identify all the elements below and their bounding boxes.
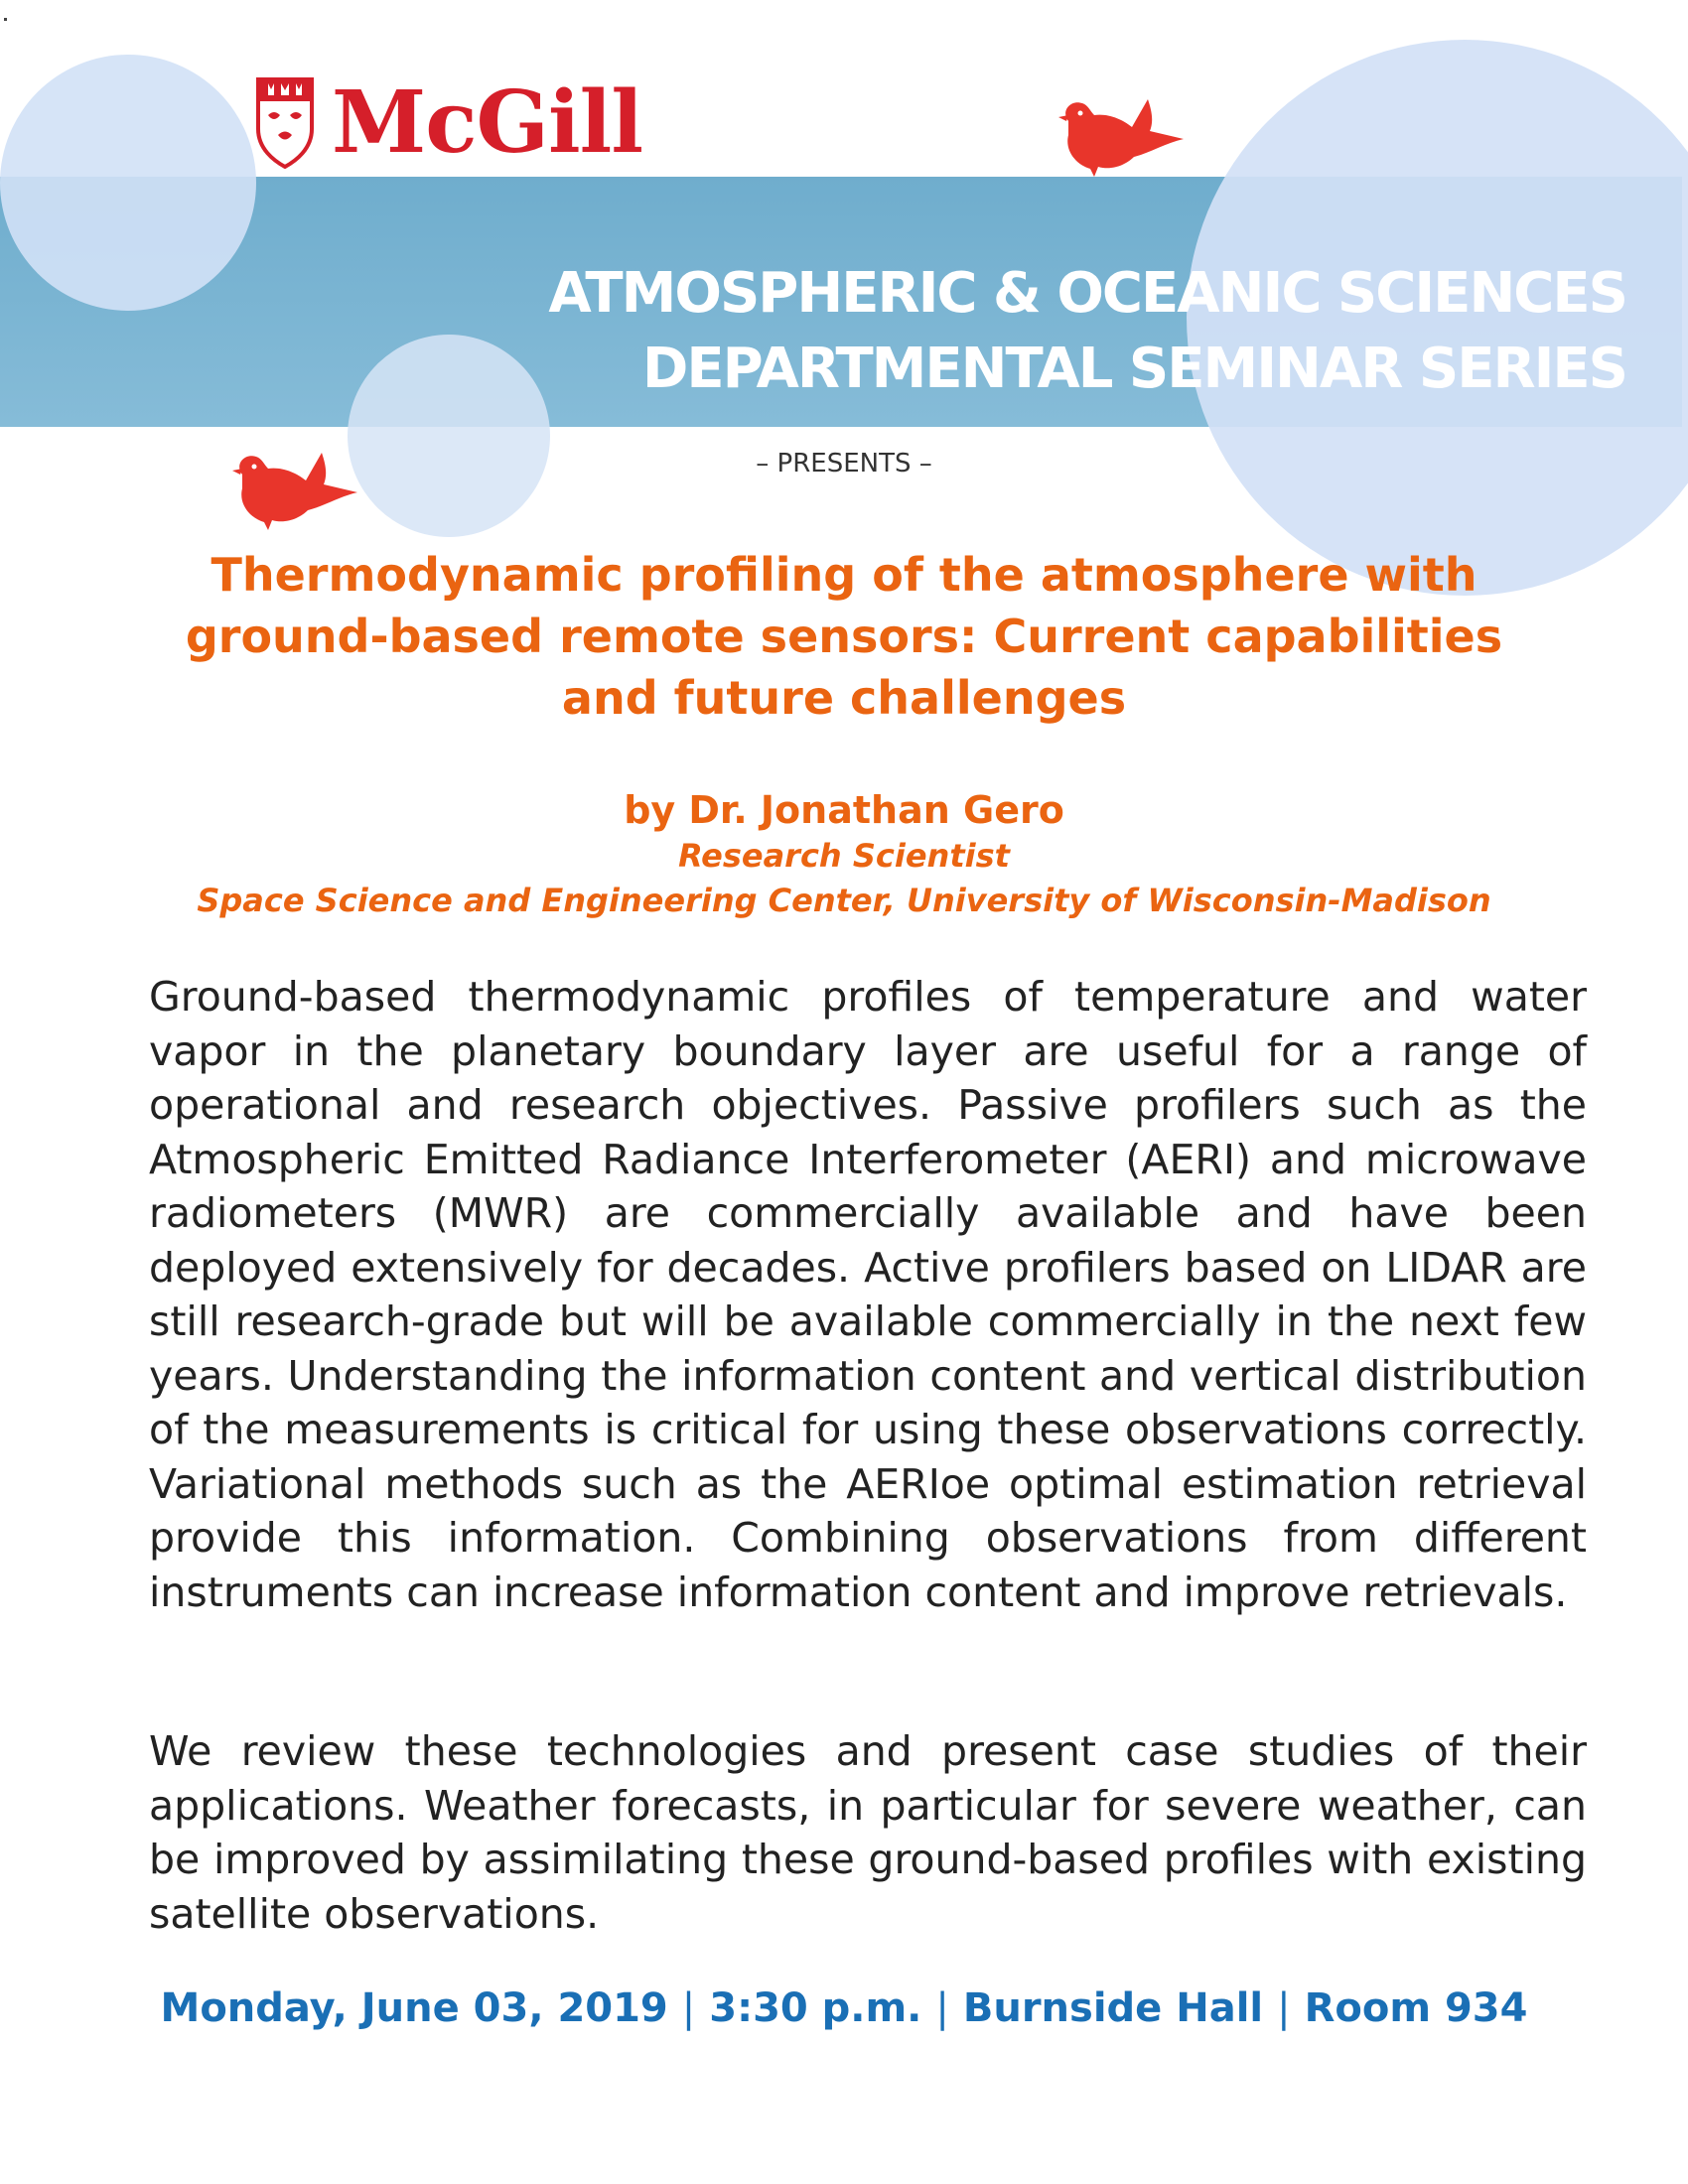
banner-line-2: DEPARTMENTAL SEMINAR SERIES [641, 337, 1626, 401]
event-building: Burnside Hall [962, 1985, 1264, 2031]
mcgill-crest-icon [256, 77, 314, 169]
red-bird-icon [1051, 91, 1190, 177]
separator: | [1277, 1985, 1291, 2031]
abstract-paragraph-1: Ground-based thermodynamic profiles of temperature and water vapor in the planetary boundary layer are useful for a range of operational and research objectives. Passive profilers such as the Atmospheric Emitted Radiance Interferometer (AERI) and microwave radiometers (MWR) are commercially available and have been deployed extensively for decades. Active profilers based on LIDAR are still research-grade but will be available commercially in the next few years. Understanding the information content and vertical distribution of the measurements is critical for using these observations correctly. Variational methods such as the AERIoe optimal estimation retrieval provide this information. Combining observations from different instruments can increase information content and improve retrievals. [149, 973, 1587, 1616]
speaker-role: Research Scientist [678, 837, 1010, 875]
mcgill-wordmark: McGill [332, 72, 643, 173]
talk-title: Thermodynamic profiling of the atmosphere with ground-based remote sensors: Current capabilities and future challenges [185, 548, 1503, 725]
stray-dot [4, 18, 7, 21]
separator: | [681, 1985, 696, 2031]
banner-line-1: ATMOSPHERIC & OCEANIC SCIENCES [548, 261, 1626, 326]
event-date: Monday, June 03, 2019 [160, 1985, 668, 2031]
speaker-name: by Dr. Jonathan Gero [624, 788, 1064, 832]
decor-circle-small [348, 335, 550, 537]
separator: | [935, 1985, 949, 2031]
presents-label: – PRESENTS – [756, 449, 932, 478]
abstract-paragraph-2: We review these technologies and present case studies of their applications. Weather forecasts, in particular for severe weather, can be improved by assimilating these ground-based profiles with existing satellite observations. [149, 1727, 1587, 1938]
speaker-affiliation: Space Science and Engineering Center, University of Wisconsin-Madison [197, 882, 1491, 919]
seminar-series-title [548, 256, 1626, 407]
event-room: Room 934 [1304, 1985, 1528, 2031]
event-time: 3:30 p.m. [709, 1985, 922, 2031]
decor-circle-left [0, 55, 256, 311]
event-details [0, 1980, 1688, 2036]
mcgill-logo [256, 72, 643, 173]
